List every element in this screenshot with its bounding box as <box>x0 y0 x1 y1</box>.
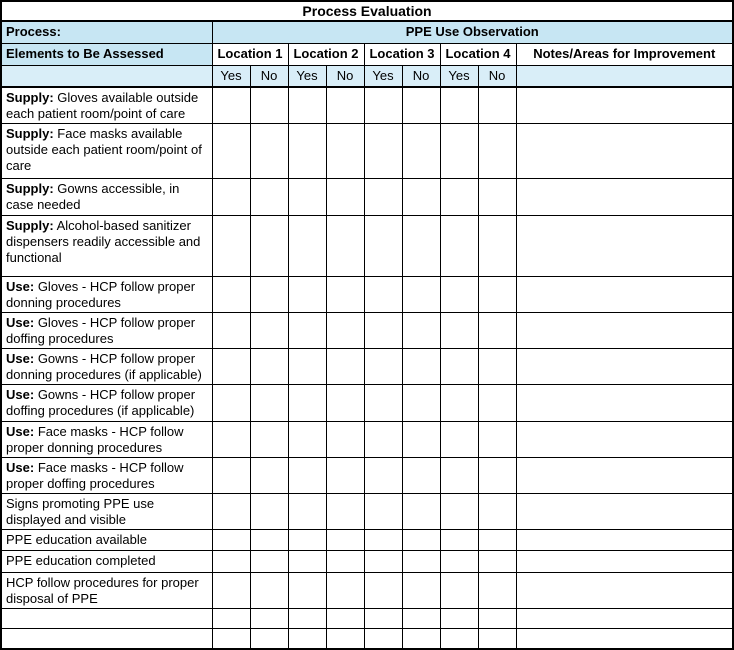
yes-cell-location-1[interactable] <box>212 458 250 494</box>
element-label-text: Gowns - HCP follow proper donning procedures (if applicable) <box>6 351 202 382</box>
yes-cell-location-2[interactable] <box>288 349 326 385</box>
notes-header-blank-cell <box>516 65 733 87</box>
element-label-text: PPE education completed <box>6 553 156 568</box>
element-label-text: Gloves - HCP follow proper donning procedures <box>6 279 196 310</box>
no-cell-location-2[interactable] <box>326 551 364 573</box>
yes-cell-location-3[interactable] <box>364 216 402 277</box>
yes-cell-location-4[interactable] <box>440 609 478 629</box>
yes-cell-location-3[interactable] <box>364 179 402 216</box>
no-cell-location-2[interactable] <box>326 629 364 649</box>
element-label[interactable] <box>1 609 212 629</box>
yes-cell-location-1[interactable] <box>212 530 250 551</box>
no-cell-location-4[interactable] <box>478 609 516 629</box>
no-cell-location-3[interactable] <box>402 573 440 609</box>
no-cell-location-4[interactable] <box>478 530 516 551</box>
table-row <box>1 530 733 551</box>
no-cell-location-2[interactable] <box>326 385 364 422</box>
elements-header: Elements to Be Assessed <box>1 43 212 65</box>
column-header-row <box>1 43 733 65</box>
notes-cell[interactable] <box>516 277 733 313</box>
no-cell-location-2[interactable] <box>326 179 364 216</box>
no-cell-location-1[interactable] <box>250 313 288 349</box>
yes-cell-location-4[interactable] <box>440 385 478 422</box>
no-cell-location-4[interactable] <box>478 385 516 422</box>
notes-cell[interactable] <box>516 349 733 385</box>
no-cell-location-1[interactable] <box>250 530 288 551</box>
table-row <box>1 573 733 609</box>
element-label-prefix: Supply: <box>6 126 54 141</box>
notes-cell[interactable] <box>516 530 733 551</box>
location-4-header: Location 4 <box>440 43 516 65</box>
yes-cell-location-2[interactable] <box>288 494 326 530</box>
notes-cell[interactable] <box>516 458 733 494</box>
yes-cell-location-1[interactable] <box>212 609 250 629</box>
yes-cell-location-1[interactable] <box>212 124 250 179</box>
no-cell-location-3[interactable] <box>402 216 440 277</box>
no-cell-location-3[interactable] <box>402 530 440 551</box>
yes-header-location-2: Yes <box>288 65 326 87</box>
table-row <box>1 87 733 124</box>
yes-cell-location-4[interactable] <box>440 573 478 609</box>
no-cell-location-4[interactable] <box>478 629 516 649</box>
yes-cell-location-2[interactable] <box>288 313 326 349</box>
no-cell-location-1[interactable] <box>250 124 288 179</box>
yes-cell-location-3[interactable] <box>364 494 402 530</box>
yes-cell-location-3[interactable] <box>364 87 402 124</box>
table-row <box>1 609 733 629</box>
yes-cell-location-1[interactable] <box>212 349 250 385</box>
yes-cell-location-3[interactable] <box>364 573 402 609</box>
yes-cell-location-1[interactable] <box>212 629 250 649</box>
no-cell-location-3[interactable] <box>402 551 440 573</box>
element-label <box>1 422 212 458</box>
table-row <box>1 179 733 216</box>
no-header-location-1: No <box>250 65 288 87</box>
no-cell-location-1[interactable] <box>250 349 288 385</box>
table-row <box>1 458 733 494</box>
no-cell-location-4[interactable] <box>478 87 516 124</box>
process-row <box>1 21 733 43</box>
table-row <box>1 422 733 458</box>
location-2-header: Location 2 <box>288 43 364 65</box>
no-cell-location-1[interactable] <box>250 179 288 216</box>
element-label <box>1 494 212 530</box>
yes-cell-location-3[interactable] <box>364 458 402 494</box>
yes-cell-location-4[interactable] <box>440 458 478 494</box>
no-cell-location-1[interactable] <box>250 573 288 609</box>
form-title: Process Evaluation <box>1 1 733 21</box>
yes-cell-location-1[interactable] <box>212 551 250 573</box>
no-cell-location-2[interactable] <box>326 124 364 179</box>
element-label <box>1 179 212 216</box>
yes-cell-location-2[interactable] <box>288 179 326 216</box>
no-cell-location-2[interactable] <box>326 216 364 277</box>
yes-cell-location-2[interactable] <box>288 277 326 313</box>
no-cell-location-3[interactable] <box>402 124 440 179</box>
no-cell-location-1[interactable] <box>250 216 288 277</box>
no-cell-location-2[interactable] <box>326 87 364 124</box>
title-row <box>1 1 733 21</box>
yes-cell-location-3[interactable] <box>364 551 402 573</box>
element-label-text: PPE education available <box>6 532 147 547</box>
element-label-text: Gloves available outside each patient room/point of care <box>6 90 199 121</box>
no-cell-location-4[interactable] <box>478 277 516 313</box>
yes-cell-location-2[interactable] <box>288 629 326 649</box>
yes-cell-location-4[interactable] <box>440 551 478 573</box>
no-cell-location-4[interactable] <box>478 551 516 573</box>
notes-cell[interactable] <box>516 609 733 629</box>
no-cell-location-3[interactable] <box>402 349 440 385</box>
table-row <box>1 494 733 530</box>
notes-cell[interactable] <box>516 216 733 277</box>
no-cell-location-2[interactable] <box>326 313 364 349</box>
yes-cell-location-1[interactable] <box>212 216 250 277</box>
yes-cell-location-1[interactable] <box>212 277 250 313</box>
no-cell-location-4[interactable] <box>478 458 516 494</box>
table-row <box>1 349 733 385</box>
no-cell-location-3[interactable] <box>402 422 440 458</box>
yes-cell-location-3[interactable] <box>364 422 402 458</box>
no-cell-location-4[interactable] <box>478 124 516 179</box>
element-label-prefix: Supply: <box>6 218 54 233</box>
element-label-prefix: Use: <box>6 387 35 402</box>
yes-cell-location-4[interactable] <box>440 216 478 277</box>
element-label-prefix: Use: <box>6 351 35 366</box>
yes-cell-location-4[interactable] <box>440 87 478 124</box>
no-cell-location-2[interactable] <box>326 422 364 458</box>
notes-cell[interactable] <box>516 494 733 530</box>
element-label-prefix: Use: <box>6 279 35 294</box>
element-label <box>1 385 212 422</box>
no-cell-location-4[interactable] <box>478 349 516 385</box>
no-cell-location-3[interactable] <box>402 87 440 124</box>
no-header-location-3: No <box>402 65 440 87</box>
no-cell-location-1[interactable] <box>250 551 288 573</box>
no-cell-location-2[interactable] <box>326 349 364 385</box>
element-label-text: Gowns - HCP follow proper doffing procedures (if applicable) <box>6 387 196 418</box>
yes-cell-location-2[interactable] <box>288 609 326 629</box>
yes-cell-location-3[interactable] <box>364 313 402 349</box>
no-cell-location-3[interactable] <box>402 458 440 494</box>
yes-cell-location-2[interactable] <box>288 124 326 179</box>
location-1-header: Location 1 <box>212 43 288 65</box>
no-cell-location-4[interactable] <box>478 313 516 349</box>
no-header-location-2: No <box>326 65 364 87</box>
no-cell-location-4[interactable] <box>478 422 516 458</box>
no-cell-location-3[interactable] <box>402 179 440 216</box>
yes-cell-location-1[interactable] <box>212 87 250 124</box>
no-cell-location-3[interactable] <box>402 313 440 349</box>
yes-cell-location-3[interactable] <box>364 530 402 551</box>
yes-cell-location-3[interactable] <box>364 385 402 422</box>
yes-cell-location-4[interactable] <box>440 422 478 458</box>
no-cell-location-3[interactable] <box>402 277 440 313</box>
table-row <box>1 277 733 313</box>
yes-cell-location-2[interactable] <box>288 458 326 494</box>
yes-cell-location-4[interactable] <box>440 349 478 385</box>
yes-cell-location-3[interactable] <box>364 349 402 385</box>
element-label-text: HCP follow procedures for proper disposal of PPE <box>6 575 199 606</box>
table-row <box>1 313 733 349</box>
table-row <box>1 385 733 422</box>
element-label-text: Face masks available outside each patient room/point of care <box>6 126 202 173</box>
element-label[interactable] <box>1 629 212 649</box>
yes-header-location-1: Yes <box>212 65 250 87</box>
yes-cell-location-4[interactable] <box>440 494 478 530</box>
table-row <box>1 216 733 277</box>
notes-cell[interactable] <box>516 422 733 458</box>
element-label-text: Face masks - HCP follow proper doffing procedures <box>6 460 184 491</box>
yes-cell-location-3[interactable] <box>364 609 402 629</box>
notes-cell[interactable] <box>516 87 733 124</box>
no-cell-location-3[interactable] <box>402 629 440 649</box>
observation-header: PPE Use Observation <box>212 21 733 43</box>
yes-cell-location-4[interactable] <box>440 124 478 179</box>
element-label <box>1 573 212 609</box>
yes-cell-location-4[interactable] <box>440 530 478 551</box>
no-cell-location-1[interactable] <box>250 494 288 530</box>
element-label <box>1 313 212 349</box>
element-label <box>1 87 212 124</box>
element-label-text: Alcohol-based sanitizer dispensers readily accessible and functional <box>6 218 201 265</box>
yes-header-location-4: Yes <box>440 65 478 87</box>
element-label <box>1 277 212 313</box>
yes-cell-location-1[interactable] <box>212 313 250 349</box>
element-label-prefix: Use: <box>6 424 35 439</box>
yes-cell-location-2[interactable] <box>288 216 326 277</box>
notes-cell[interactable] <box>516 573 733 609</box>
element-label-prefix: Supply: <box>6 181 54 196</box>
yes-cell-location-4[interactable] <box>440 313 478 349</box>
no-cell-location-1[interactable] <box>250 629 288 649</box>
element-label-text: Gloves - HCP follow proper doffing procedures <box>6 315 196 346</box>
yes-cell-location-1[interactable] <box>212 494 250 530</box>
no-cell-location-3[interactable] <box>402 609 440 629</box>
element-label-prefix: Use: <box>6 315 35 330</box>
no-cell-location-3[interactable] <box>402 385 440 422</box>
notes-cell[interactable] <box>516 179 733 216</box>
notes-cell[interactable] <box>516 124 733 179</box>
yes-cell-location-2[interactable] <box>288 530 326 551</box>
yes-cell-location-3[interactable] <box>364 629 402 649</box>
yes-cell-location-1[interactable] <box>212 385 250 422</box>
element-label-text: Signs promoting PPE use displayed and visible <box>6 496 155 527</box>
element-label <box>1 124 212 179</box>
notes-cell[interactable] <box>516 385 733 422</box>
yes-cell-location-3[interactable] <box>364 124 402 179</box>
no-cell-location-3[interactable] <box>402 494 440 530</box>
yes-no-header-row <box>1 65 733 87</box>
element-label <box>1 530 212 551</box>
no-cell-location-1[interactable] <box>250 458 288 494</box>
element-label <box>1 551 212 573</box>
notes-cell[interactable] <box>516 313 733 349</box>
location-3-header: Location 3 <box>364 43 440 65</box>
element-label <box>1 458 212 494</box>
no-cell-location-4[interactable] <box>478 573 516 609</box>
yes-cell-location-1[interactable] <box>212 179 250 216</box>
table-row <box>1 551 733 573</box>
element-label <box>1 349 212 385</box>
notes-header: Notes/Areas for Improvement <box>516 43 733 65</box>
no-cell-location-4[interactable] <box>478 179 516 216</box>
no-cell-location-2[interactable] <box>326 573 364 609</box>
yes-cell-location-1[interactable] <box>212 573 250 609</box>
observation-rows <box>1 87 733 649</box>
yes-cell-location-2[interactable] <box>288 551 326 573</box>
yes-cell-location-2[interactable] <box>288 87 326 124</box>
yes-cell-location-4[interactable] <box>440 179 478 216</box>
no-cell-location-1[interactable] <box>250 277 288 313</box>
notes-cell[interactable] <box>516 629 733 649</box>
element-label-text: Gowns accessible, in case needed <box>6 181 180 212</box>
element-label-text: Face masks - HCP follow proper donning procedures <box>6 424 184 455</box>
no-cell-location-2[interactable] <box>326 494 364 530</box>
no-cell-location-1[interactable] <box>250 609 288 629</box>
no-cell-location-1[interactable] <box>250 87 288 124</box>
no-header-location-4: No <box>478 65 516 87</box>
yes-cell-location-4[interactable] <box>440 629 478 649</box>
yes-cell-location-4[interactable] <box>440 277 478 313</box>
no-cell-location-1[interactable] <box>250 422 288 458</box>
yes-cell-location-1[interactable] <box>212 422 250 458</box>
blank-header-cell <box>1 65 212 87</box>
element-label-prefix: Use: <box>6 460 35 475</box>
yes-cell-location-2[interactable] <box>288 385 326 422</box>
element-label <box>1 216 212 277</box>
no-cell-location-2[interactable] <box>326 277 364 313</box>
yes-cell-location-3[interactable] <box>364 277 402 313</box>
yes-cell-location-2[interactable] <box>288 422 326 458</box>
no-cell-location-2[interactable] <box>326 609 364 629</box>
element-label-prefix: Supply: <box>6 90 54 105</box>
process-field[interactable]: Process: <box>1 21 212 43</box>
table-row <box>1 629 733 649</box>
no-cell-location-4[interactable] <box>478 494 516 530</box>
no-cell-location-2[interactable] <box>326 530 364 551</box>
no-cell-location-2[interactable] <box>326 458 364 494</box>
notes-cell[interactable] <box>516 551 733 573</box>
table-row <box>1 124 733 179</box>
no-cell-location-1[interactable] <box>250 385 288 422</box>
no-cell-location-4[interactable] <box>478 216 516 277</box>
yes-header-location-3: Yes <box>364 65 402 87</box>
yes-cell-location-2[interactable] <box>288 573 326 609</box>
